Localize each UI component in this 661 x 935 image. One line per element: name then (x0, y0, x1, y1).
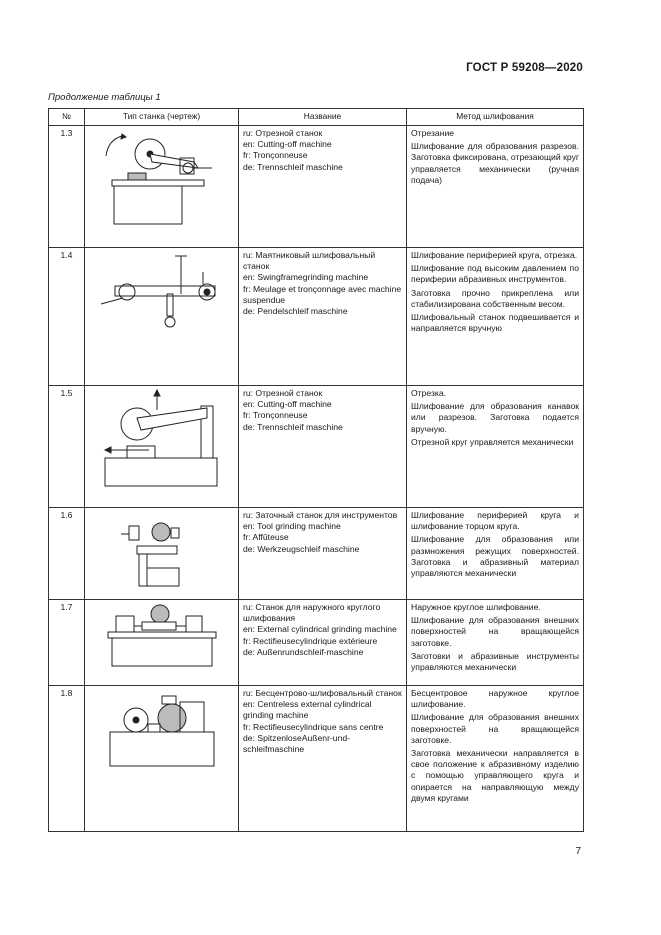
name-ru: ru: Маятниковый шлифовальный станок (243, 250, 376, 272)
method-paragraph: Заготовка прочно прикреплена или стабилизирована собственным весом. (411, 287, 579, 309)
method-paragraph: Заготовки и абразивные инструменты управляются механически (411, 650, 579, 673)
machine-names (239, 686, 407, 832)
standard-number: ГОСТ Р 59208—2020 (466, 62, 583, 74)
method-paragraph: Шлифование для образования канавок или разрезов. Заготовка подается вручную. (411, 401, 579, 434)
method-paragraph: Шлифовальный станок подвешивается и направляется вручную (411, 312, 579, 334)
method-paragraph: Отрезной круг управляется механически (411, 436, 574, 447)
page-number: 7 (575, 846, 581, 857)
machine-drawing-cutoff (85, 126, 239, 248)
method-paragraph: Бесцентровое наружное круглое шлифование. (411, 688, 579, 710)
name-fr: fr: Rectifieusecylindrique sans centre (243, 721, 384, 732)
method-paragraph: Шлифование периферией круга, отрезка. (411, 250, 578, 260)
column-header-name: Название (239, 109, 407, 126)
name-en: en: Swingframegrinding machine (243, 272, 369, 283)
method-paragraph: Шлифование для образования внешних поверхностей на вращающейся заготовке. (411, 615, 579, 648)
name-ru: ru: Бесцентрово-шлифовальный станок (243, 688, 402, 698)
table-row (49, 600, 584, 686)
row-number: 1.6 (49, 508, 85, 600)
method-paragraph: Наружное круглое шлифование. (411, 602, 541, 612)
table-row (49, 248, 584, 386)
name-ru: ru: Отрезной станок (243, 388, 323, 398)
name-ru: ru: Станок для наружного круглого шлифования (243, 602, 381, 624)
machine-drawing-cutoff-2 (85, 386, 239, 508)
method-paragraph: Отрезка. (411, 388, 447, 398)
row-number: 1.4 (49, 248, 85, 386)
machine-names (239, 386, 407, 508)
row-number: 1.5 (49, 386, 85, 508)
method-paragraph: Шлифование для образования внешних поверхностей на вращающейся заготовке. (411, 712, 579, 745)
name-en: en: Cutting-off machine (243, 399, 332, 410)
name-de: de: Trennschleif maschine (243, 161, 343, 172)
column-header-number: № (49, 109, 85, 126)
cutoff-machine-drawing (102, 128, 222, 228)
table-continuation-caption: Продолжение таблицы 1 (48, 92, 161, 103)
name-en: en: External cylindrical grinding machine (243, 624, 397, 635)
table-row (49, 686, 584, 832)
method-paragraph: Заготовка механически направляется в свое положение к абразивному изделию с помощью управляющего круга и опирается на направляющую между двумя кругами (411, 748, 579, 803)
table-row (49, 126, 584, 248)
machine-drawing-centreless (85, 686, 239, 832)
machine-drawing-external-cylindrical (85, 600, 239, 686)
column-header-method: Метод шлифования (407, 109, 584, 126)
name-fr: fr: Meulage et tronçonnage avec machine suspendue (243, 283, 402, 305)
name-fr: fr: Affûteuse (243, 532, 289, 543)
machine-types-table (48, 108, 584, 832)
name-de: de: Werkzeugschleif maschine (243, 543, 360, 554)
grinding-method (407, 508, 584, 600)
tool-grinding-machine-drawing (117, 510, 207, 590)
table-row (49, 386, 584, 508)
name-en: en: Cutting-off machine (243, 139, 332, 150)
machine-drawing-swingframe (85, 248, 239, 386)
name-ru: ru: Отрезной станок (243, 128, 323, 138)
name-de: de: SpitzenloseAußenr-und-schleifmaschine (243, 732, 351, 755)
machine-names (239, 126, 407, 248)
machine-names (239, 508, 407, 600)
swingframe-machine-drawing (97, 250, 227, 340)
method-paragraph: Шлифование периферией круга и шлифование торцом круга. (411, 510, 579, 532)
grinding-method (407, 600, 584, 686)
row-number: 1.3 (49, 126, 85, 248)
name-fr: fr: Tronçonneuse (243, 410, 308, 421)
row-number: 1.8 (49, 686, 85, 832)
grinding-method (407, 686, 584, 832)
name-fr: fr: Tronçonneuse (243, 150, 308, 161)
column-header-machine-type: Тип станка (чертеж) (85, 109, 239, 126)
method-paragraph: Шлифование для образования разрезов. Заготовка фиксирована, отрезающий круг управляется механически (ручная подача) (411, 141, 579, 185)
machine-drawing-tool-grinding (85, 508, 239, 600)
cutoff-machine-2-drawing (97, 388, 227, 488)
method-paragraph: Отрезание (411, 128, 455, 138)
grinding-method (407, 386, 584, 508)
external-cylindrical-machine-drawing (102, 602, 222, 672)
name-de: de: Trennschleif maschine (243, 421, 343, 432)
machine-names (239, 600, 407, 686)
grinding-method (407, 126, 584, 248)
name-en: en: Tool grinding machine (243, 521, 341, 532)
grinding-method (407, 248, 584, 386)
name-de: de: Außenrundschleif-maschine (243, 646, 364, 657)
name-ru: ru: Заточный станок для инструментов (243, 510, 398, 520)
method-paragraph: Шлифование под высоким давлением по периферии абразивных инструментов. (411, 263, 579, 285)
name-fr: fr: Rectifieusecylindrique extérieure (243, 635, 378, 646)
row-number: 1.7 (49, 600, 85, 686)
table-row (49, 508, 584, 600)
name-de: de: Pendelschleif maschine (243, 306, 348, 317)
name-en: en: Centreless external cylindrical grinding machine (243, 699, 372, 721)
table-header-row (49, 109, 584, 126)
machine-names (239, 248, 407, 386)
method-paragraph: Шлифование для образования или размножения режущих поверхностей. Заготовка и абразивный материал управляются механически (411, 534, 579, 579)
centreless-machine-drawing (102, 688, 222, 768)
